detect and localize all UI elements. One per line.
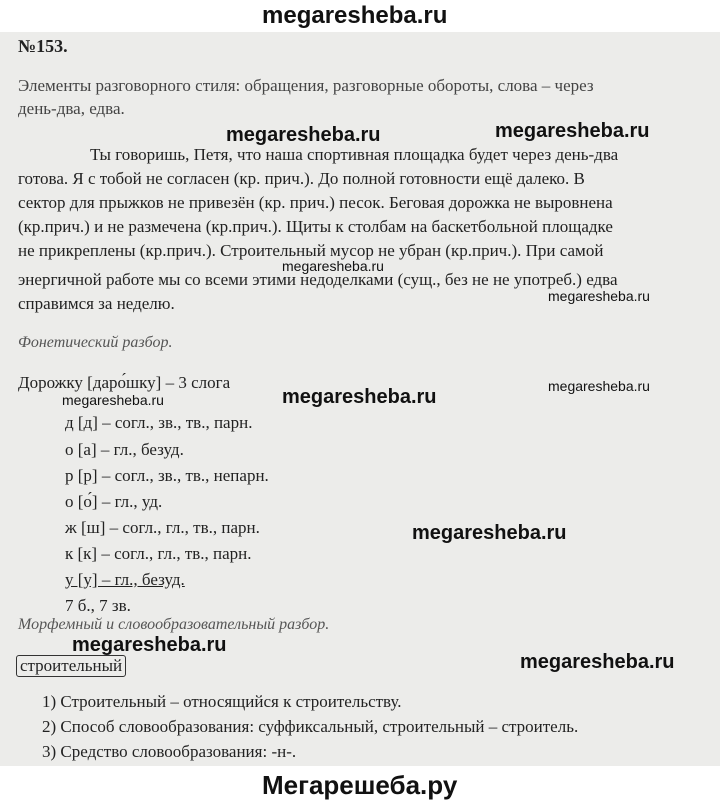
footer-site-name: Мегарешеба.ру	[262, 770, 458, 800]
watermark: megaresheba.ru	[548, 378, 650, 394]
watermark: megaresheba.ru	[495, 120, 650, 142]
morph-item: 1) Строительный – относящийся к строительству.	[42, 692, 402, 711]
paragraph-line-5: не прикреплены (кр.прич.). Строительный мусор не убран (кр.прич.). При самой	[18, 241, 604, 260]
phonetic-row: о [а] – гл., безуд.	[65, 440, 184, 459]
watermark: megaresheba.ru	[62, 392, 164, 408]
paragraph-line-7: справимся за неделю.	[18, 294, 175, 313]
paragraph-line-2: готова. Я с тобой не согласен (кр. прич.). До полной готовности ещё далеко. В	[18, 169, 585, 188]
morph-word	[16, 654, 126, 677]
paragraph-line-1: Ты говоришь, Петя, что наша спортивная площадка будет через день-два	[90, 145, 619, 164]
phonetic-row: ж [ш] – согл., гл., тв., парн.	[65, 518, 260, 537]
morph-heading: Морфемный и словообразовательный разбор.	[18, 616, 330, 633]
paragraph-line-6: энергичной работе мы со всеми этими недоделками (сущ., без не не употреб.) едва	[18, 270, 618, 289]
morph-item: 3) Средство словообразования: -н-.	[42, 742, 297, 761]
watermark: megaresheba.ru	[548, 288, 650, 304]
watermark: megaresheba.ru	[282, 386, 437, 408]
watermark: megaresheba.ru	[226, 124, 381, 146]
phonetic-row: д [д] – согл., зв., тв., парн.	[65, 413, 253, 432]
watermark: megaresheba.ru	[520, 651, 675, 673]
header-site-name: megaresheba.ru	[262, 2, 448, 29]
phonetic-row: у [у] – гл., безуд.	[65, 570, 185, 589]
phonetic-row: р [р] – согл., зв., тв., непарн.	[65, 466, 269, 485]
watermark: megaresheba.ru	[72, 634, 227, 656]
morph-word-box: строительный	[16, 655, 126, 677]
watermark: megaresheba.ru	[412, 522, 567, 544]
intro-line-1: Элементы разговорного стиля: обращения, разговорные обороты, слова – через	[18, 76, 594, 95]
task-number: №153.	[18, 36, 68, 56]
morph-item: 2) Способ словообразования: суффиксальный, строительный – строитель.	[42, 717, 579, 736]
intro-line-2: день-два, едва.	[18, 99, 125, 118]
paragraph-line-3: сектор для прыжков не привезён (кр. прич.) песок. Беговая дорожка не выровнена	[18, 193, 613, 212]
paragraph-line-4: (кр.прич.) и не размечена (кр.прич.). Щиты к столбам на баскетбольной площадке	[18, 217, 613, 236]
phonetic-word: Дорожку [даро́шку] – 3 слога	[18, 373, 231, 392]
phonetic-heading: Фонетический разбор.	[18, 334, 173, 351]
phonetic-total: 7 б., 7 зв.	[65, 596, 131, 615]
phonetic-row: о [о́] – гл., уд.	[65, 492, 163, 511]
watermark: megaresheba.ru	[282, 258, 384, 274]
phonetic-row: к [к] – согл., гл., тв., парн.	[65, 544, 252, 563]
